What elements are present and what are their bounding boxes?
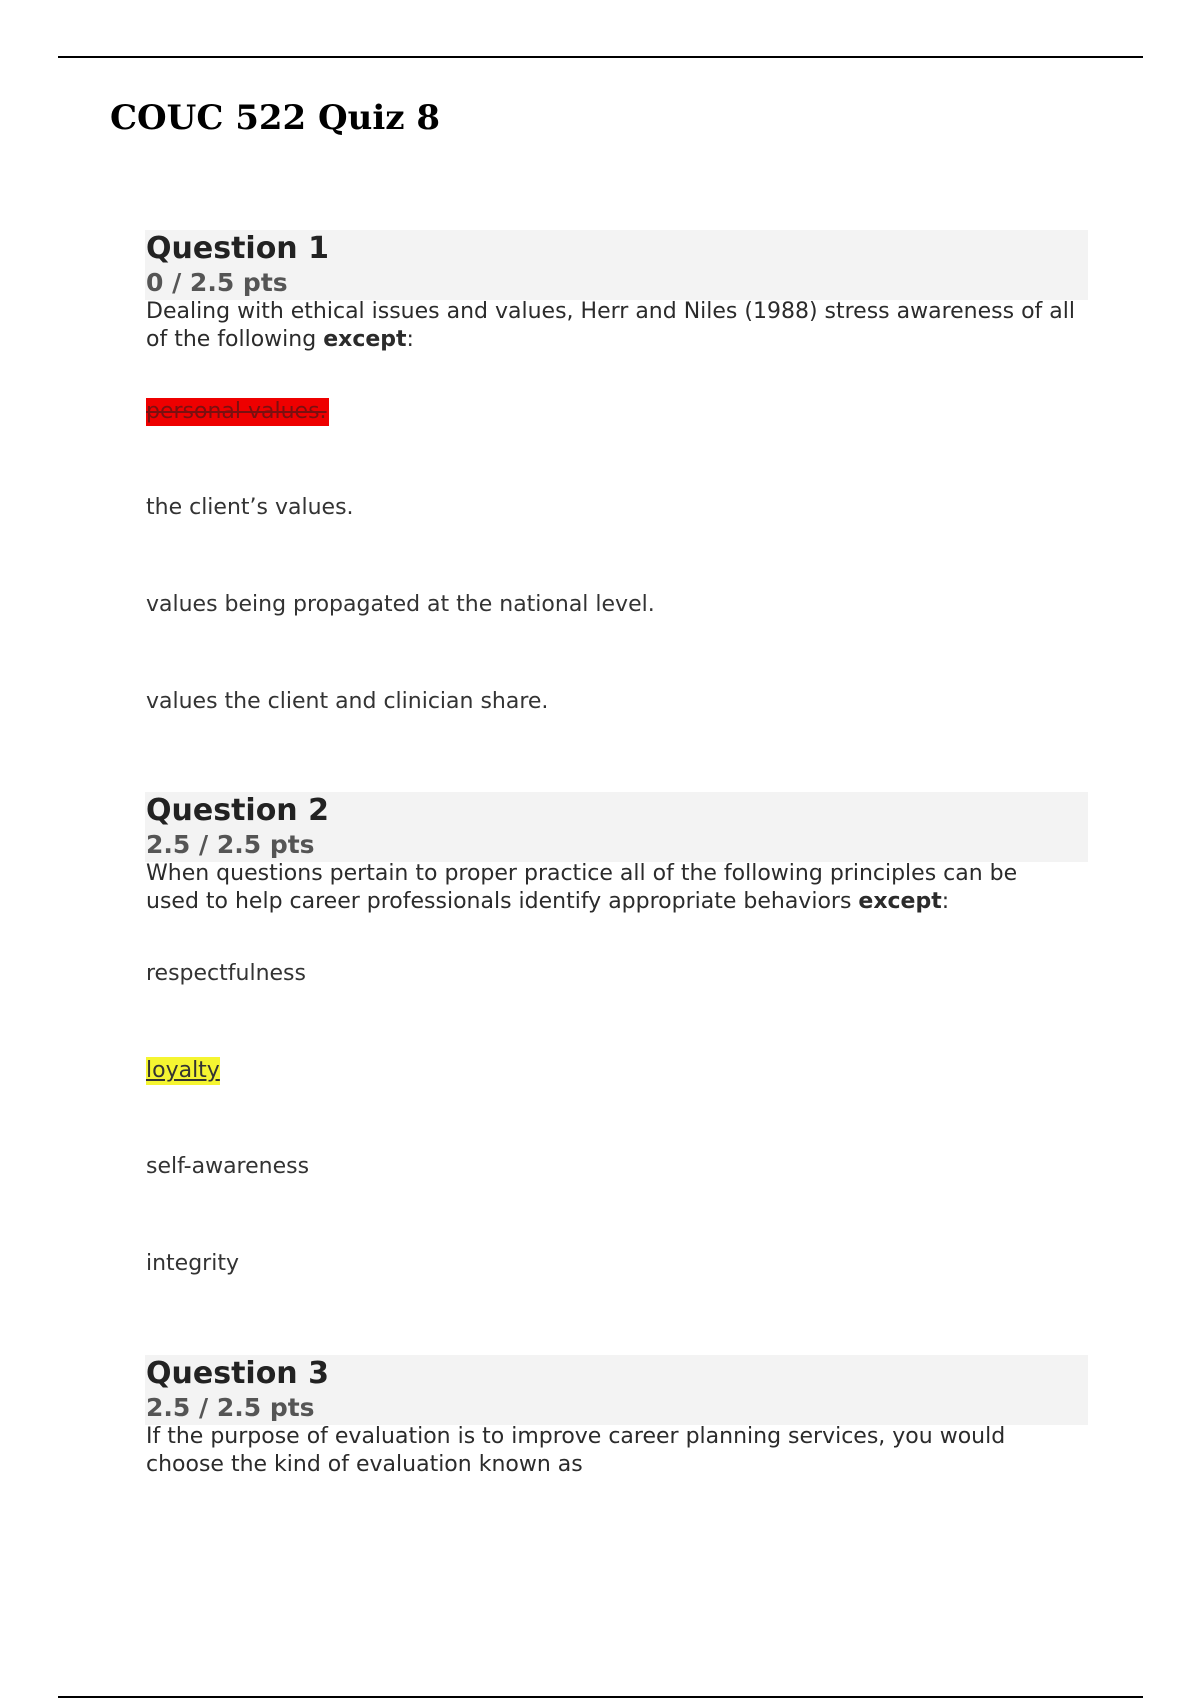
question-title: Question 3	[146, 1356, 329, 1391]
question-points: 2.5 / 2.5 pts	[146, 830, 315, 859]
question-points: 2.5 / 2.5 pts	[146, 1393, 315, 1422]
answer-option[interactable]: values being propagated at the national level.	[146, 592, 655, 617]
prompt-text: When questions pertain to proper practice all of the following principles can be used to help career professionals identify appropriate behaviors	[146, 861, 1018, 914]
prompt-text: Dealing with ethical issues and values, Herr and Niles (1988) stress awareness of all of the following	[146, 299, 1075, 352]
answer-option[interactable]: the client’s values.	[146, 495, 354, 520]
question-title: Question 1	[146, 231, 329, 266]
question-prompt	[146, 298, 1076, 354]
question-prompt	[146, 1423, 1076, 1479]
question-title: Question 2	[146, 793, 329, 828]
question-prompt	[146, 860, 1076, 916]
answer-option-selected[interactable]: loyalty	[146, 1058, 220, 1083]
question-points: 0 / 2.5 pts	[146, 268, 288, 297]
bottom-rule	[58, 1696, 1143, 1698]
prompt-emphasis: except	[323, 327, 407, 352]
answer-option-wrong[interactable]: personal values.	[146, 399, 327, 424]
answer-option[interactable]: values the client and clinician share.	[146, 689, 549, 714]
prompt-text: If the purpose of evaluation is to improve career planning services, you would choose the kind of evaluation known as	[146, 1424, 1006, 1477]
answer-option[interactable]: respectfulness	[146, 961, 306, 986]
answer-option[interactable]: self-awareness	[146, 1154, 310, 1179]
prompt-suffix: :	[406, 327, 414, 352]
document-title: COUC 522 Quiz 8	[110, 98, 441, 138]
answer-option[interactable]: integrity	[146, 1251, 239, 1276]
top-rule	[58, 56, 1143, 58]
prompt-emphasis: except	[858, 889, 942, 914]
prompt-suffix: :	[941, 889, 950, 914]
